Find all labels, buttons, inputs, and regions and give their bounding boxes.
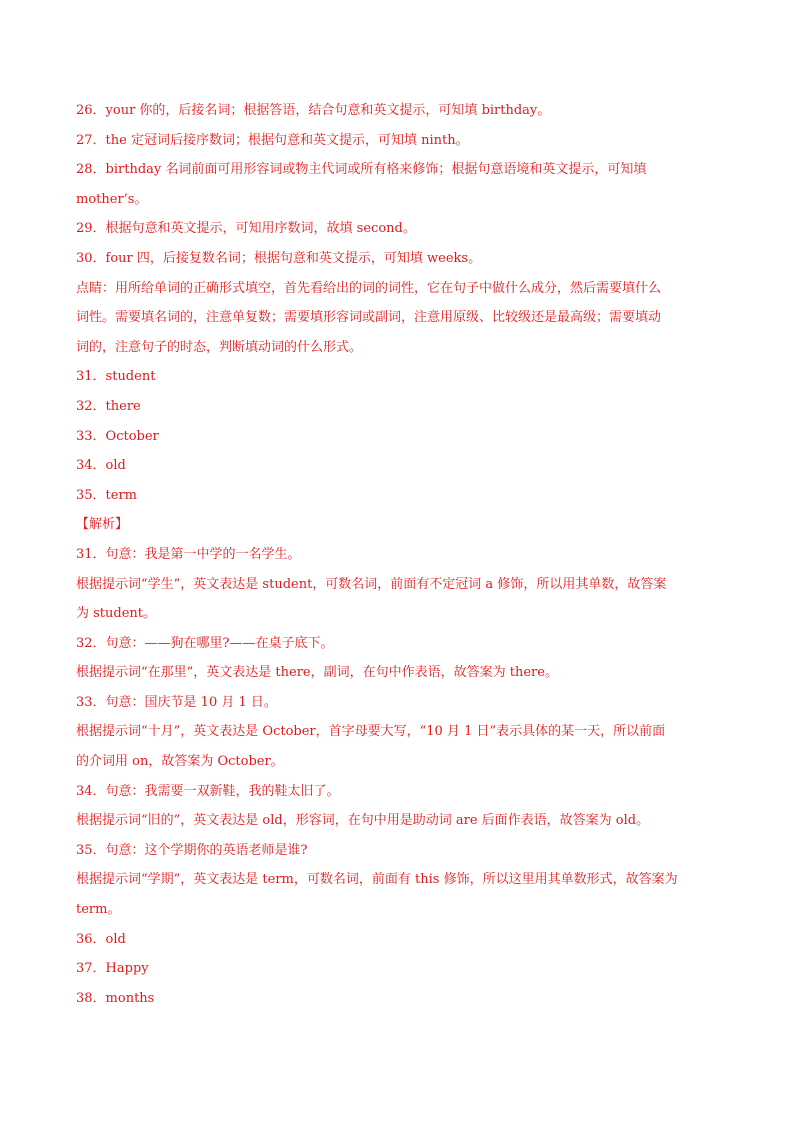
text-line: 根据提示词“在那里”，英文表达是 there，副词，在句中作表语，故答案为 there。 [76,665,558,681]
text-line: 34．句意：我需要一双新鞋，我的鞋太旧了。 [76,783,340,799]
text-line: 29．根据句意和英文提示，可知用序数词，故填 second。 [76,221,416,237]
answer-line: 35．term [76,487,138,503]
answer-line: 33．October [76,428,159,444]
text-line: 的介词用 on，故答案为 October。 [76,754,284,770]
text-line: 根据提示词“学期”，英文表达是 term，可数名词，前面有 this 修饰，所以这里用其单数形式，故答案为 [76,872,678,888]
answer-line: 37．Happy [76,961,149,977]
text-line: 根据提示词“旧的”，英文表达是 old，形容词，在句中用是助动词 are 后面作表语，故答案为 old。 [76,813,650,829]
answer-line: 36．old [76,931,126,947]
text-line: 词性。需要填名词的，注意单复数；需要填形容词或副词，注意用原级、比较级还是最高级；需要填动 [76,310,662,326]
text-line: 根据提示词“学生”，英文表达是 student，可数名词，前面有不定冠词 a 修饰，所以用其单数，故答案 [76,576,667,592]
answer-line: 34．old [76,458,126,474]
text-line: 根据提示词“十月”，英文表达是 October，首字母要大写，“10 月 1 日”表示具体的某一天，所以前面 [76,724,666,740]
text-line: 32．句意：——狗在哪里?——在桌子底下。 [76,635,334,651]
document-body [76,96,724,1013]
text-line: 30．four 四，后接复数名词；根据句意和英文提示，可知填 weeks。 [76,250,482,266]
answer-line: 31．student [76,369,156,385]
text-line: 27．the 定冠词后接序数词；根据句意和英文提示，可知填 ninth。 [76,132,469,148]
text-line: 31．句意：我是第一中学的一名学生。 [76,546,301,562]
text-line: 35．句意：这个学期你的英语老师是谁? [76,842,308,858]
text-line: 点睛：用所给单词的正确形式填空，首先看给出的词的词性，它在句子中做什么成分，然后需要填什么 [76,280,662,296]
text-line: term。 [76,902,121,918]
text-line: 33．句意：国庆节是 10 月 1 日。 [76,694,277,710]
text-line: 词的，注意句子的时态，判断填动词的什么形式。 [76,339,363,355]
answer-line: 32．there [76,398,141,414]
answer-line: 38．months [76,990,155,1006]
text-line: mother’s。 [76,191,148,207]
section-heading: 【解析】 [76,517,129,533]
text-line: 为 student。 [76,606,157,622]
text-line: 26．your 你的，后接名词；根据答语，结合句意和英文提示，可知填 birthday。 [76,103,551,118]
text-line: 28．birthday 名词前面可用形容词或物主代词或所有格来修饰；根据句意语境和英文提示，可知填 [76,162,647,178]
